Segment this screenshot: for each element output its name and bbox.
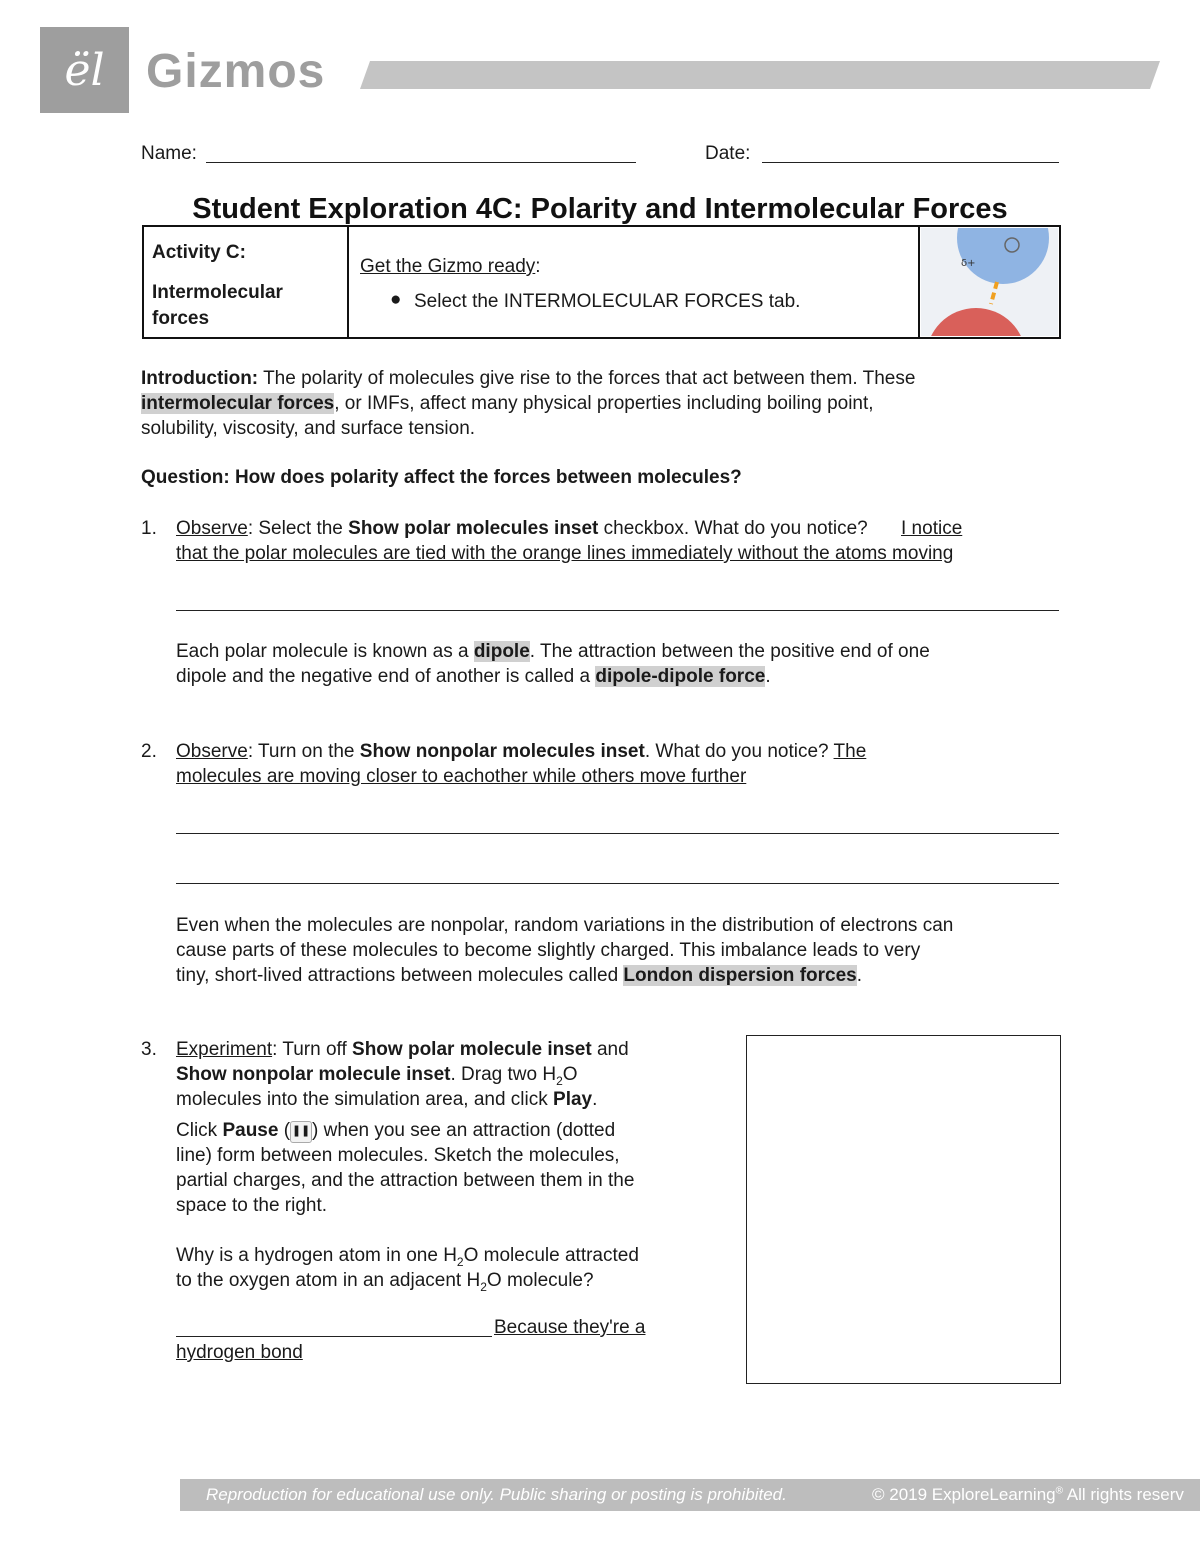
q2-answer: molecules are moving closer to eachother while others move further: [176, 766, 747, 787]
date-label: Date:: [705, 143, 751, 164]
el-logo-icon: ël: [64, 44, 105, 96]
footer-copyright: © 2019 ExploreLearning® All rights reserv: [872, 1485, 1184, 1504]
q2-number: 2.: [141, 741, 157, 762]
brand-name: Gizmos: [146, 45, 326, 98]
q3-text: Experiment: Turn off Show polar molecule inset and Show nonpolar molecule inset. Drag two $H_2O$ molecules into the simulation area, and click Play. Click Pause ( ❚❚) when you see an attraction (dotted line) form between molecules. Sketch the molecules, partial charges, and the attraction between them in the space to the right. Why is a hydrogen atom in one $H_2O$ molecule attracted to the oxygen atom in an adjacent $H_2O$ molecule?: [176, 1039, 639, 1294]
term-dipole-dipole-force: dipole-dipole force: [595, 666, 766, 687]
setup-step: Select the INTERMOLECULAR FORCES tab.: [414, 291, 801, 312]
gizmo-ready-heading: Get the Gizmo ready:: [360, 256, 541, 277]
intro-paragraph: Introduction: The polarity of molecules give rise to the forces that act between them. These intermolecular forces, or IMFs, affect many physical properties including boiling point, solubility, viscosity, and surface tension.: [141, 368, 916, 439]
q1-followup: Each polar molecule is known as a dipole. The attraction between the positive end of one dipole and the negative end of another is called a dipole-dipole force.: [176, 641, 930, 687]
partial-charge-label: δ+: [961, 258, 976, 269]
activity-label: Activity C:: [152, 242, 246, 263]
question-heading: Question: How does polarity affect the forces between molecules?: [141, 467, 742, 488]
gizmo-thumbnail: [921, 228, 1058, 336]
q2-answer-start: The: [833, 741, 867, 762]
pause-icon: ❚❚: [290, 1121, 312, 1143]
page-title: Student Exploration 4C: Polarity and Intermolecular Forces: [192, 193, 1008, 225]
header-bar: [360, 61, 1160, 89]
q2-answer-line-1[interactable]: [176, 833, 1059, 834]
activity-topic: Intermolecular forces: [152, 282, 283, 329]
q1-number: 1.: [141, 518, 157, 539]
sketch-area[interactable]: [746, 1035, 1061, 1384]
q1-text: Observe: Select the Show polar molecules inset checkbox. What do you notice? I notice that the polar molecules are tied with the orange lines immediately without the atoms moving: [176, 516, 1066, 566]
term-dipole: dipole: [473, 641, 530, 662]
q3-number: 3.: [141, 1039, 157, 1060]
q2-answer-line-2[interactable]: [176, 883, 1059, 884]
q2-text: Observe: Turn on the Show nonpolar molecules inset. What do you notice? The molecules are moving closer to eachother while others move further: [176, 741, 867, 787]
term-intermolecular-forces: intermolecular forces: [141, 393, 335, 414]
name-field[interactable]: [206, 162, 636, 163]
date-field[interactable]: [762, 162, 1059, 163]
q3-answer-end: hydrogen bond: [176, 1342, 303, 1363]
q1-answer-line[interactable]: [176, 610, 1059, 611]
term-london-dispersion-forces: London dispersion forces: [623, 965, 857, 986]
footer-notice: Reproduction for educational use only. Public sharing or posting is prohibited.: [206, 1485, 787, 1504]
bullet-icon: ●: [390, 289, 402, 310]
q2-followup: Even when the molecules are nonpolar, random variations in the distribution of electrons can cause parts of these molecules to become slightly charged. This imbalance leads to very tiny, short-lived attractions between molecules called London dispersion forces.: [176, 915, 954, 986]
q3-answer-start: Because they're a: [494, 1317, 646, 1338]
q1-answer: that the polar molecules are tied with the orange lines immediately without the atoms moving: [176, 543, 954, 564]
q1-answer-start: I notice: [901, 518, 963, 539]
q3-answer-blank[interactable]: [176, 1336, 492, 1337]
name-label: Name:: [141, 143, 197, 164]
